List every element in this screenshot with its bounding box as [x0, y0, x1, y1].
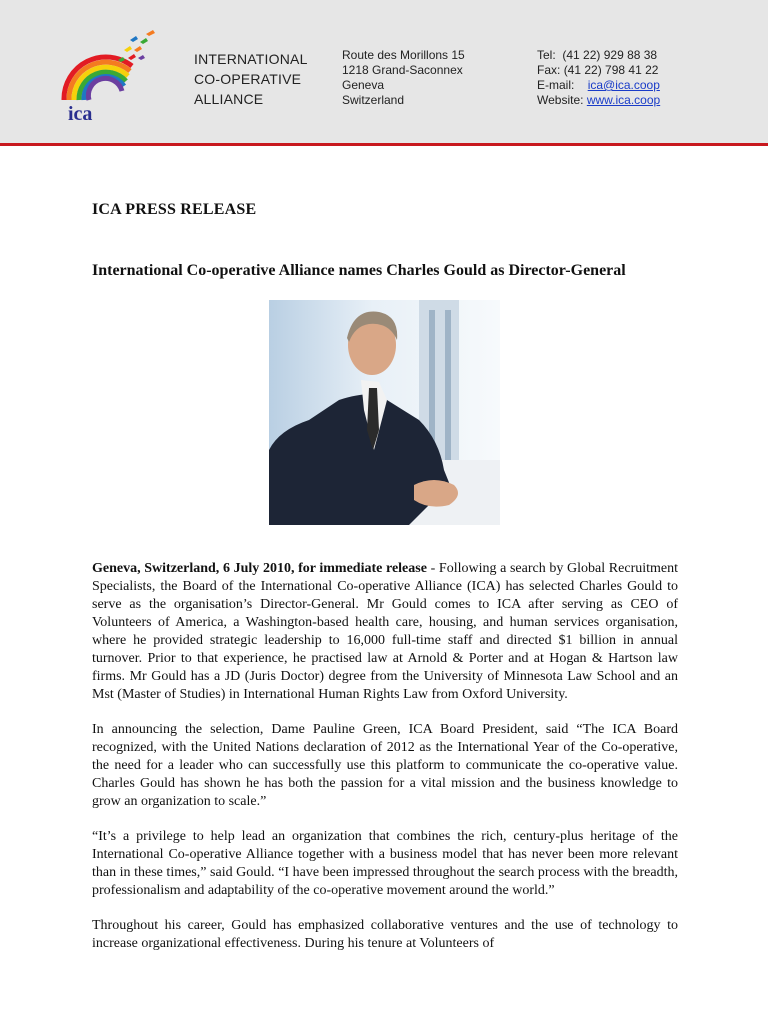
logo-text: ica [68, 103, 93, 124]
email-row: E-mail: ica@ica.coop [537, 78, 660, 92]
website-link[interactable]: www.ica.coop [586, 93, 661, 107]
press-release-title: ICA PRESS RELEASE [92, 201, 257, 218]
letterhead [0, 0, 768, 143]
headline: International Co-operative Alliance names Charles Gould as Director-General [92, 262, 626, 279]
paragraph-1: Geneva, Switzerland, 6 July 2010, for immediate release - Following a search by Global Recruitment Specialists, the Board of the International Co-operative Alliance (ICA) has selected Charles Gould to serve as the organisation’s Director-General. Mr Gould comes to ICA after serving as CEO of Volunteers of America, a Washington-based health care, housing, and human services organisation, where he provided strategic leadership to 16,000 full-time staff and directed $1 billion in annual turnover. Prior to that experience, he practised law at Arnold & Porter and at Hogan & Hartson law firms. Mr Gould has a JD (Juris Doctor) degree from the University of Minnesota Law School and an Mst (Master of Studies) in International Human Rights Law from Oxford University. [92, 561, 678, 702]
paragraph-4: Throughout his career, Gould has emphasized collaborative ventures and the use of technology to increase organizational effectiveness. During his tenure at Volunteers of [92, 918, 678, 951]
paragraph-2: In announcing the selection, Dame Pauline Green, ICA Board President, said “The ICA Board recognized, with the United Nations declaration of 2012 as the International Year of the Co-operative, the need for a leader who can successfully use this platform to communicate the co-operative value. Charles Gould has shown he has both the passion for a vital mission and the business knowledge to grow an organization to scale.” [92, 722, 678, 809]
portrait-photo [269, 300, 500, 525]
telephone-row: Tel: (41 22) 929 88 38 [537, 48, 658, 62]
ica-rainbow-logo [58, 28, 160, 124]
website-row: Website: www.ica.coop [537, 93, 661, 107]
dateline: Geneva, Switzerland, 6 July 2010, for immediate release [92, 561, 427, 576]
fax-row: Fax: (41 22) 798 41 22 [537, 63, 659, 77]
email-link[interactable]: ica@ica.coop [587, 78, 660, 92]
organization-name: INTERNATIONAL CO-OPERATIVE ALLIANCE [194, 51, 308, 107]
paragraph-3: “It’s a privilege to help lead an organization that combines the rich, century-plus heritage of the International Co-operative Alliance together with a business model that has never been more relevant than in these times,” said Gould. “I have been impressed throughout the search process with the breadth, professionalism and adaptability of the co-operative movement around the world.” [92, 829, 678, 898]
contact-details [537, 48, 660, 108]
postal-address: Route des Morillons 15 1218 Grand-Saconnex Geneva Switzerland [342, 48, 465, 107]
press-release-body [92, 560, 678, 970]
header-divider [0, 143, 768, 146]
